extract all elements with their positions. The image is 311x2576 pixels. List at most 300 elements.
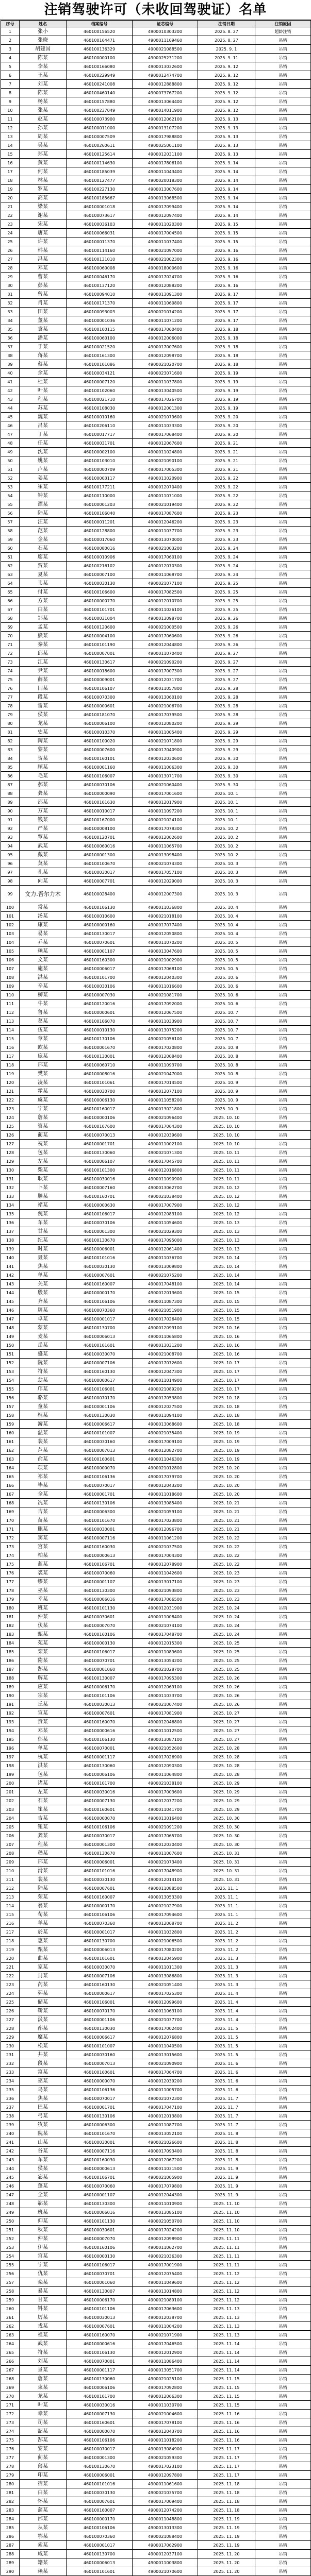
chip-number-cell: 4900013014800 [133,2287,198,2296]
chip-number-cell: 4900017080200 [133,1945,198,1954]
file-number-cell: 460100030160 [67,2050,133,2059]
file-number-cell: 460100114160 [67,246,133,255]
file-number-cell: 460100000770 [67,597,133,605]
revoke-reason-cell: 吊销 [255,202,311,211]
name-cell: 咸某 [20,2550,67,2558]
seq-cell: 157 [1,1402,20,1411]
file-number-cell: 460100010130 [67,1026,133,1035]
name-cell: 任某 [20,439,67,448]
revoke-date-cell: 2025. 10. 30 [198,1832,255,1840]
seq-cell: 89 [1,798,20,807]
revoke-reason-cell: 吊销 [255,220,311,229]
file-number-cell: 460100006016 [67,1595,133,1604]
name-cell: 文某 [20,956,67,964]
seq-cell: 69 [1,623,20,632]
seq-cell: 275 [1,2436,20,2445]
file-number-cell: 460100000106 [67,1113,133,1122]
seq-cell: 272 [1,2410,20,2418]
file-number-cell: 460100030130 [67,1262,133,1271]
chip-number-cell: 4900021088400 [133,2532,198,2541]
revoke-date-cell: 2025. 10. 6 [198,982,255,991]
seq-cell: 147 [1,1315,20,1324]
file-number-cell: 460100028400 [67,886,133,903]
revoke-date-cell: 2025. 10. 11 [198,1148,255,1157]
seq-cell: 139 [1,1245,20,1253]
table-row [1,1832,311,1840]
revoke-reason-cell: 吊销 [255,89,311,97]
table-row [1,1770,311,1779]
seq-cell: 16 [1,159,20,167]
name-cell: 陆某 [20,1884,67,1893]
table-row [1,27,311,36]
name-cell: 顾某 [20,763,67,772]
revoke-date-cell: 2025. 9. 26 [198,640,255,649]
name-cell: 易某 [20,929,67,938]
revoke-reason-cell: 吊销 [255,1507,311,1516]
file-number-cell: 460100106106 [67,1297,133,1306]
name-cell: 柴某 [20,1166,67,1175]
table-row [1,1945,311,1954]
chip-number-cell: 4900013107200 [133,124,198,132]
chip-number-cell: 4900013068600 [133,1420,198,1429]
revoke-date-cell: 2025. 9. 15 [198,229,255,238]
table-row [1,1297,311,1306]
revoke-date-cell: 2025. 11. 17 [198,2453,255,2462]
revoke-date-cell: 2025. 9. 12 [198,97,255,106]
name-cell: 仇某 [20,2269,67,2278]
revoke-reason-cell: 吊销 [255,2024,311,2033]
seq-cell: 216 [1,1919,20,1928]
chip-number-cell: 4900012039600 [133,1131,198,1140]
name-cell: 怀某 [20,2497,67,2506]
chip-number-cell: 4900021077100 [133,579,198,588]
seq-cell: 214 [1,1902,20,1910]
seq-cell: 211 [1,1875,20,1884]
chip-number-cell: 4900011070200 [133,938,198,947]
name-cell: 宫某 [20,2252,67,2261]
seq-cell: 150 [1,1341,20,1350]
revoke-reason-cell: 吊销 [255,2077,311,2086]
seq-cell: 151 [1,1350,20,1359]
chip-number-cell: 4900021035700 [133,2488,198,2497]
revoke-date-cell: 2025. 10. 17 [198,1385,255,1394]
name-cell: 蔡某 [20,360,67,369]
seq-cell: 270 [1,2392,20,2401]
table-row [1,2269,311,2278]
revoke-date-cell: 2025. 9. 1 [198,45,255,54]
chip-number-cell: 4900011010900 [133,2199,198,2208]
seq-cell: 146 [1,1306,20,1315]
revoke-date-cell: 2025. 9. 23 [198,518,255,527]
chip-number-cell: 4900012046800 [133,1718,198,1726]
seq-cell: 67 [1,605,20,614]
name-cell: 江某 [20,658,67,667]
file-number-cell: 460100125614 [67,150,133,159]
revoke-date-cell: 2025. 9. 13 [198,141,255,150]
table-row [1,1183,311,1192]
seq-cell: 123 [1,1105,20,1113]
revoke-date-cell: 2025. 11. 9 [198,2173,255,2182]
file-number-cell: 460100001203 [67,500,133,509]
revoke-reason-cell: 吊销 [255,1937,311,1945]
revoke-date-cell: 2025. 9. 22 [198,492,255,500]
table-row [1,999,311,1008]
revoke-reason-cell: 吊销 [255,1989,311,1998]
file-number-cell: 460100006001 [67,1858,133,1867]
revoke-date-cell: 2025. 10. 24 [198,1630,255,1639]
name-cell: 熊某 [20,632,67,640]
table-row [1,1761,311,1770]
revoke-reason-cell: 吊销 [255,1061,311,1070]
chip-number-cell: 4900017806100 [133,159,198,167]
name-cell: 宓某 [20,2173,67,2182]
table-row [1,1534,311,1543]
chip-number-cell: 4900011031500 [133,2164,198,2173]
revoke-reason-cell: 吊销 [255,1429,311,1437]
revoke-reason-cell: 吊销 [255,1560,311,1569]
revoke-reason-cell: 吊销 [255,194,311,202]
revoke-reason-cell: 吊销 [255,2217,311,2226]
table-row [1,360,311,369]
revoke-date-cell: 2025. 10. 23 [198,1578,255,1586]
seq-cell: 130 [1,1166,20,1175]
name-cell: 姜某 [20,474,67,483]
name-cell: 邓某 [20,1726,67,1735]
name-cell: 段某 [20,693,67,702]
table-row [1,1507,311,1516]
revoke-reason-cell: 吊销 [255,570,311,579]
revoke-date-cell: 2025. 10. 31 [198,1849,255,1858]
name-cell: 邓某 [20,264,67,273]
name-cell: 祝某 [20,1140,67,1148]
name-cell: 弓某 [20,2112,67,2121]
revoke-date-cell: 2025. 11. 18 [198,2488,255,2497]
table-row [1,2331,311,2340]
seq-cell: 240 [1,2129,20,2138]
chip-number-cell: 4900012097400 [133,211,198,220]
seq-cell: 90 [1,807,20,816]
seq-cell: 173 [1,1543,20,1551]
seq-cell: 269 [1,2383,20,2392]
table-row [1,1035,311,1043]
revoke-reason-cell: 吊销 [255,325,311,334]
seq-cell: 210 [1,1867,20,1875]
table-row [1,1113,311,1122]
revoke-reason-cell: 吊销 [255,1674,311,1683]
name-cell: 周某 [20,132,67,141]
seq-cell: 153 [1,1367,20,1376]
revoke-reason-cell: 吊销 [255,2278,311,2287]
revoke-reason-cell: 吊销 [255,745,311,754]
revoke-date-cell: 2025. 10. 15 [198,1315,255,1324]
seq-cell: 65 [1,588,20,597]
seq-cell: 241 [1,2138,20,2147]
file-number-cell: 460100166080 [67,62,133,71]
file-number-cell: 460100185039 [67,167,133,176]
revoke-reason-cell: 吊销 [255,1245,311,1253]
file-number-cell: 460100030130 [67,579,133,588]
revoke-date-cell: 2025. 9. 30 [198,772,255,781]
revoke-reason-cell: 吊销 [255,439,311,448]
revoke-reason-cell: 吊销 [255,1980,311,1989]
revoke-date-cell: 2025. 10. 12 [198,1192,255,1201]
revoke-reason-cell: 吊销 [255,308,311,316]
table-row [1,1481,311,1490]
revoke-date-cell: 2025. 9. 16 [198,281,255,290]
chip-number-cell: 4900021081700 [133,991,198,999]
table-row [1,2156,311,2164]
table-row [1,1516,311,1525]
name-cell: 宋某 [20,220,67,229]
seq-cell: 245 [1,2173,20,2182]
name-cell: 武某 [20,2340,67,2348]
revoke-reason-cell: 吊销 [255,1446,311,1455]
revoke-reason-cell: 吊销 [255,1078,311,1087]
name-cell: 仲某 [20,2234,67,2243]
file-number-cell: 460100030013 [67,1700,133,1709]
seq-cell: 51 [1,465,20,474]
chip-number-cell: 4900021056100 [133,1035,198,1043]
chip-number-cell: 4900011033700 [133,1691,198,1700]
revoke-date-cell: 2025. 10. 22 [198,1543,255,1551]
name-cell: 程某 [20,1840,67,1849]
table-row [1,1928,311,1937]
revoke-date-cell: 2025. 9. 18 [198,351,255,360]
seq-cell: 207 [1,1840,20,1849]
table-row [1,106,311,115]
seq-cell: 58 [1,527,20,535]
name-cell: 吴某 [20,141,67,150]
revoke-date-cell: 2025. 10. 19 [198,1429,255,1437]
revoke-date-cell: 2025. 9. 30 [198,754,255,763]
revoke-reason-cell: 吊销 [255,2515,311,2523]
chip-number-cell: 4900012074200 [133,2506,198,2515]
file-number-cell: 460100106017 [67,1648,133,1656]
seq-cell: 17 [1,167,20,176]
seq-cell: 148 [1,1324,20,1332]
seq-cell: 117 [1,1052,20,1061]
seq-cell: 127 [1,1140,20,1148]
chip-number-cell: 4900013054200 [133,1656,198,1665]
revoke-reason-cell: 吊销 [255,2191,311,2199]
seq-cell: 232 [1,2059,20,2068]
name-cell: 暴某 [20,2287,67,2296]
revoke-reason-cell: 吊销 [255,2086,311,2094]
seq-cell: 41 [1,378,20,386]
seq-cell: 190 [1,1691,20,1700]
chip-number-cell: 4900017060600 [133,632,198,640]
seq-cell: 220 [1,1954,20,1963]
file-number-cell: 460100070017 [67,2094,133,2103]
table-row [1,2252,311,2261]
chip-number-cell: 4900021059300 [133,2453,198,2462]
revoke-date-cell: 2025. 10. 10 [198,1131,255,1140]
name-cell: 白某 [20,2488,67,2497]
revoke-reason-cell: 吊销 [255,2523,311,2532]
table-row [1,395,311,404]
name-cell: 齐某 [20,1297,67,1306]
revoke-date-cell: 2025. 11. 10 [198,2226,255,2234]
name-cell: 张小 [20,27,67,36]
file-number-cell: 460100000601 [67,1008,133,1017]
file-number-cell: 460100160007 [67,1280,133,1289]
seq-cell: 186 [1,1656,20,1665]
table-row [1,1910,311,1919]
name-cell: 戴某 [20,851,67,859]
revoke-reason-cell: 吊销 [255,1788,311,1797]
file-number-cell: 460100101016 [67,2480,133,2488]
seq-cell: 87 [1,781,20,789]
revoke-reason-cell: 吊销 [255,1420,311,1429]
revoke-reason-cell: 吊销 [255,1621,311,1630]
seq-cell: 88 [1,789,20,798]
chip-number-cell: 4900011087300 [133,1297,198,1306]
revoke-date-cell: 2025. 9. 12 [198,62,255,71]
table-row [1,1306,311,1315]
seq-cell: 68 [1,614,20,623]
file-number-cell: 460100130030 [67,1411,133,1420]
chip-number-cell: 4900021071800 [133,737,198,745]
seq-cell: 75 [1,675,20,684]
seq-cell: 175 [1,1560,20,1569]
revoke-date-cell: 2025. 10. 31 [198,1875,255,1884]
chip-number-cell: 4900017087600 [133,509,198,518]
table-row [1,2401,311,2410]
table-row [1,1700,311,1709]
file-number-cell: 460100160101 [67,754,133,763]
table-row [1,1437,311,1446]
name-cell: 车某 [20,2156,67,2164]
revoke-reason-cell: 吊销 [255,658,311,667]
chip-number-cell: 4900011090900 [133,1175,198,1183]
revoke-reason-cell: 吊销 [255,1043,311,1052]
name-cell: 宁某 [20,2261,67,2269]
seq-cell: 12 [1,124,20,132]
name-cell: 贾某 [20,562,67,570]
revoke-date-cell: 2025. 9. 27 [198,667,255,675]
name-cell: 巴某 [20,2103,67,2112]
revoke-reason-cell: 吊销 [255,492,311,500]
revoke-date-cell: 2025. 11. 17 [198,2471,255,2480]
name-cell: 滕某 [20,1192,67,1201]
file-number-cell: 460100136329 [67,45,133,54]
chip-number-cell: 4900017057100 [133,868,198,877]
revoke-reason-cell: 吊销 [255,1402,311,1411]
name-cell: 洪某 [20,973,67,982]
table-row [1,1289,311,1297]
seq-cell: 91 [1,816,20,824]
table-row [1,439,311,448]
table-row [1,833,311,842]
table-row [1,369,311,378]
name-cell: 唐某 [20,229,67,238]
file-number-cell: 460100010160 [67,413,133,421]
revoke-date-cell: 2025. 10. 6 [198,999,255,1008]
file-number-cell: 460100007601 [67,1709,133,1718]
seq-cell: 184 [1,1639,20,1648]
revoke-date-cell: 2025. 11. 3 [198,1954,255,1963]
revoke-date-cell: 2025. 10. 22 [198,1551,255,1560]
revoke-date-cell: 2025. 11. 3 [198,1980,255,1989]
file-number-cell: 460100006106 [67,1770,133,1779]
seq-cell: 34 [1,316,20,325]
seq-cell: 236 [1,2094,20,2103]
revoke-reason-cell: 吊销 [255,1035,311,1043]
file-number-cell: 460100031701 [67,439,133,448]
revoke-date-cell: 2025. 11. 8 [198,2156,255,2164]
name-cell: 虞某 [20,1096,67,1105]
table-row [1,798,311,807]
revoke-date-cell: 2025. 10. 10 [198,1122,255,1131]
revoke-reason-cell: 吊销 [255,404,311,413]
revoke-reason-cell: 吊销 [255,1437,311,1446]
name-cell: 陶某 [20,737,67,745]
file-number-cell: 460100101670 [67,2129,133,2138]
revoke-date-cell: 2025. 9. 23 [198,527,255,535]
name-cell: 许某 [20,238,67,246]
revoke-date-cell: 2025. 9. 19 [198,369,255,378]
revoke-reason-cell: 吊销 [255,702,311,710]
table-row [1,2147,311,2156]
table-row [1,378,311,386]
revoke-date-cell: 2025. 9. 19 [198,404,255,413]
table-row [1,194,311,202]
name-cell: 陈某 [20,54,67,62]
revoke-reason-cell: 吊销 [255,1070,311,1078]
revoke-date-cell: 2025. 10. 12 [198,1183,255,1192]
table-row [1,2191,311,2199]
table-row [1,754,311,763]
chip-number-cell: 4900017066500 [133,1595,198,1604]
revoke-date-cell: 2025. 10. 25 [198,1665,255,1674]
seq-cell: 169 [1,1507,20,1516]
file-number-cell: 460100160030 [67,2156,133,2164]
revoke-date-cell: 2025. 9. 27 [198,658,255,667]
name-cell: 范某 [20,527,67,535]
revoke-reason-cell: 吊销 [255,2042,311,2050]
revoke-date-cell: 2025. 10. 14 [198,1253,255,1262]
file-number-cell: 460100000170 [67,2515,133,2523]
table-row [1,1446,311,1455]
file-number-cell: 460100101007 [67,1429,133,1437]
revoke-reason-cell: 吊销 [255,159,311,167]
seq-cell: 197 [1,1753,20,1761]
revoke-date-cell: 2025. 9. 25 [198,605,255,614]
revoke-reason-cell: 吊销 [255,1236,311,1245]
seq-cell: 32 [1,299,20,308]
revoke-date-cell: 2025. 10. 21 [198,1499,255,1507]
name-cell: 柳某 [20,991,67,999]
revoke-reason-cell: 吊销 [255,737,311,745]
name-cell: 崔某 [20,483,67,492]
table-row [1,1385,311,1394]
revoke-date-cell: 2025. 11. 4 [198,2007,255,2015]
revoke-date-cell: 2025. 10. 23 [198,1586,255,1595]
file-number-cell: 460100008016 [67,1070,133,1078]
table-row [1,2042,311,2050]
name-cell: 厉某 [20,2313,67,2322]
revoke-date-cell: 2025. 11. 8 [198,2129,255,2138]
revoke-date-cell: 2025. 11. 19 [198,2541,255,2550]
revoke-reason-cell: 吊销 [255,1201,311,1210]
chip-number-cell: 4900012083100 [133,1210,198,1218]
name-cell: 邝某 [20,1385,67,1394]
table-row [1,1192,311,1201]
table-row [1,2278,311,2287]
seq-cell: 61 [1,553,20,562]
chip-number-cell: 4900021050700 [133,2217,198,2226]
chip-number-cell: 4900012077200 [133,1797,198,1805]
